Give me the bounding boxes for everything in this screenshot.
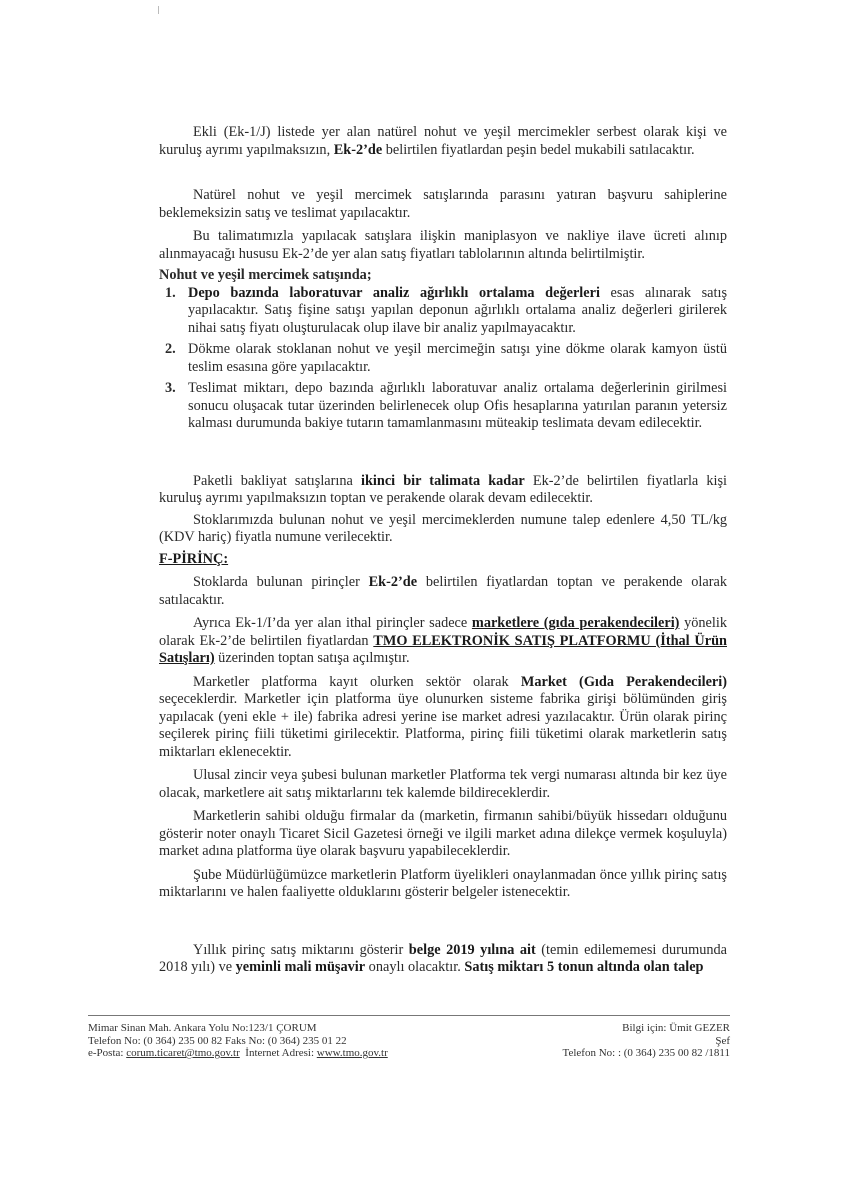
text: belirtilen fiyatlardan toptan ve perakende olarak satılacaktır.	[159, 574, 727, 608]
text: belirtilen fiyatlardan peşin bedel mukabili satılacaktır.	[382, 141, 695, 158]
paragraph-teslimat: Natürel nohut ve yeşil mercimek satışlarında parasını yatıran başvuru sahiplerine beklemeksizin satış ve teslimat yapılacaktır.	[159, 187, 727, 221]
text: Marketler platforma kayıt olurken sektör olarak	[193, 673, 521, 690]
footer-contact-phone: Telefon No: : (0 364) 235 00 82 /1811	[562, 1047, 730, 1059]
heading-pirinc	[159, 551, 727, 569]
heading-nohut	[159, 267, 727, 285]
text-bold-underline: TMO ELEKTRONİK SATIŞ PLATFORMU (İthal Ürün Satışları)	[159, 632, 727, 666]
text: üzerinden toptan satışa açılmıştır.	[214, 650, 410, 666]
text-bold: Nohut ve yeşil mercimek satışında;	[159, 267, 372, 283]
list-number: 1.	[165, 284, 176, 301]
paragraph-numune: Stoklarımızda bulunan nohut ve yeşil mercimeklerden numune talep edenlere 4,50 TL/kg (KDV hariç) fiyatla numune verilecektir.	[159, 511, 727, 545]
footer-phone-fax: Telefon No: (0 364) 235 00 82 Faks No: (0 364) 235 01 22	[88, 1034, 347, 1047]
email-link[interactable]: corum.ticaret@tmo.gov.tr	[126, 1047, 240, 1059]
text: Dökme olarak stoklanan nohut ve yeşil mercimeğin satışı yine dökme olarak kamyon üstü teslim esasına göre yapılacaktır.	[188, 341, 727, 375]
paragraph-market-sahibi: Marketlerin sahibi olduğu firmalar da (marketin, firmanın sahibi/büyük hissedarı olduğunu gösterir noter onaylı Ticaret Sicil Gazetesi örneği ve ilgili market adına dilekçe vermek koşuluyla) market adına platforma üye olarak başvuru yapabileceklerdir.	[159, 808, 727, 859]
list-number: 2.	[165, 341, 176, 357]
document-body	[159, 124, 727, 977]
text: esas alınarak satış yapılacaktır. Satış fişine satışı yapılan deponun ağırlıklı ortalama analiz değerleri girilerek nihai satış fiyatı oluşturulacak olup ilave bir analiz yapılmayacaktır.	[188, 284, 728, 336]
text-bold: Ek-2’de	[368, 574, 418, 590]
web-label: İnternet Adresi:	[239, 1047, 317, 1059]
text: Paketli bakliyat satışlarına	[193, 472, 361, 489]
paragraph-paketli	[159, 473, 727, 508]
paragraph-maniplasyon: Bu talimatımızla yapılacak satışlara ilişkin maniplasyon ve nakliye ilave ücreti alınıp alınmayacağı hususu Ek-2’de yer alan satış fiyatları tablolarının altında belirtilmiştir.	[159, 228, 727, 262]
text: Teslimat miktarı, depo bazında ağırlıklı laboratuvar analiz ortalama değerlerinin girilmesi sonucu oluşacak tutar üzerinden belirlenecek olup Ofis hesaplarına yatırılan paranın yetersiz kalması durumunda bakiye tutarın tamamlanmasını müteakip teslimata devam edilecektir.	[188, 380, 727, 431]
paragraph-ulusal-zincir: Ulusal zincir veya şubesi bulunan marketler Platforma tek vergi numarası altında bir kez üye olacak, marketlere ait satış miktarlarını tek kalemde bildireceklerdir.	[159, 767, 727, 801]
list-item	[159, 341, 727, 376]
paragraph-pirinc-satis	[159, 574, 727, 609]
footer-address: Mimar Sinan Mah. Ankara Yolu No:123/1 ÇORUM	[88, 1022, 317, 1034]
text: (temin edilememesi durumunda 2018 yılı) ve	[159, 941, 727, 975]
paragraph-serbest-satis	[159, 124, 727, 159]
footer-contact-person: Bilgi için: Ümit GEZER	[622, 1022, 730, 1034]
paragraph-satis-miktari	[159, 942, 727, 977]
web-link[interactable]: www.tmo.gov.tr	[316, 1047, 388, 1059]
text-bold: ikinci bir talimata kadar	[360, 472, 525, 489]
paragraph-ithal-pirinc	[159, 615, 727, 668]
text: Ayrıca Ek-1/I’da yer alan ithal pirinçler sadece	[193, 615, 472, 631]
text: Yıllık pirinç satış miktarını gösterir	[193, 941, 409, 958]
list-number: 3.	[165, 380, 176, 396]
text-bold: Market (Gıda Perakendecileri)	[520, 673, 727, 690]
text: onaylı olacaktır.	[365, 959, 465, 975]
text-bold-underline: marketlere (gıda perakendecileri)	[471, 615, 680, 631]
text: Ek-2’de belirtilen fiyatlarla kişi kuruluş ayrımı yapılmaksızın toptan ve perakende olarak devam edilecektir.	[159, 472, 727, 506]
text: Stoklarda bulunan pirinçler	[193, 574, 369, 590]
paragraph-market-kayit	[159, 674, 727, 762]
email-label: e-Posta:	[88, 1047, 127, 1059]
section-heading: F-PİRİNÇ:	[159, 550, 229, 567]
numbered-list	[159, 285, 727, 433]
text: seçeceklerdir. Marketler için platforma üye olunurken sisteme fabrika girişi bölümünden giriş yapılacak (yeni ekle + ile) fabrika adresi yerine ise market adresi yazılacaktır. Ürün olarak pirinç seçilerek pirinç fiili tüketimi girilecektir. Platforma, pirinç fiili tüketimi olarak marketlerin satış miktarları eklenecektir.	[159, 691, 727, 760]
text-bold: Depo bazında laboratuvar analiz ağırlıklı ortalama değerleri	[188, 284, 600, 301]
paragraph-sube-mudurlugu: Şube Müdürlüğümüzce marketlerin Platform üyelikleri onaylanmadan önce yıllık pirinç satış miktarlarını ve halen faaliyette olduklarını gösterir belgeler istenecektir.	[159, 866, 727, 900]
text-bold: belge 2019 yılına ait	[408, 941, 536, 958]
footer-divider	[88, 1015, 730, 1016]
text-bold: Satış miktarı 5 tonun altında olan talep	[464, 959, 704, 975]
footer-info-block	[563, 1022, 730, 1060]
text: yönelik olarak Ek-2’de belirtilen fiyatlardan	[159, 615, 727, 649]
footer-email-web	[88, 1047, 388, 1060]
list-item	[159, 285, 727, 338]
text-bold: yeminli mali müşavir	[235, 959, 366, 975]
text: Ekli (Ek-1/J) listede yer alan natürel nohut ve yeşil mercimekler serbest olarak kişi ve kuruluş ayrımı yapılmaksızın,	[159, 124, 727, 158]
text-bold: Ek-2’de	[333, 141, 383, 158]
footer-contact-title: Şef	[715, 1034, 730, 1047]
footer-contact-block	[88, 1022, 388, 1060]
list-item	[159, 380, 727, 433]
scan-mark	[158, 6, 159, 14]
